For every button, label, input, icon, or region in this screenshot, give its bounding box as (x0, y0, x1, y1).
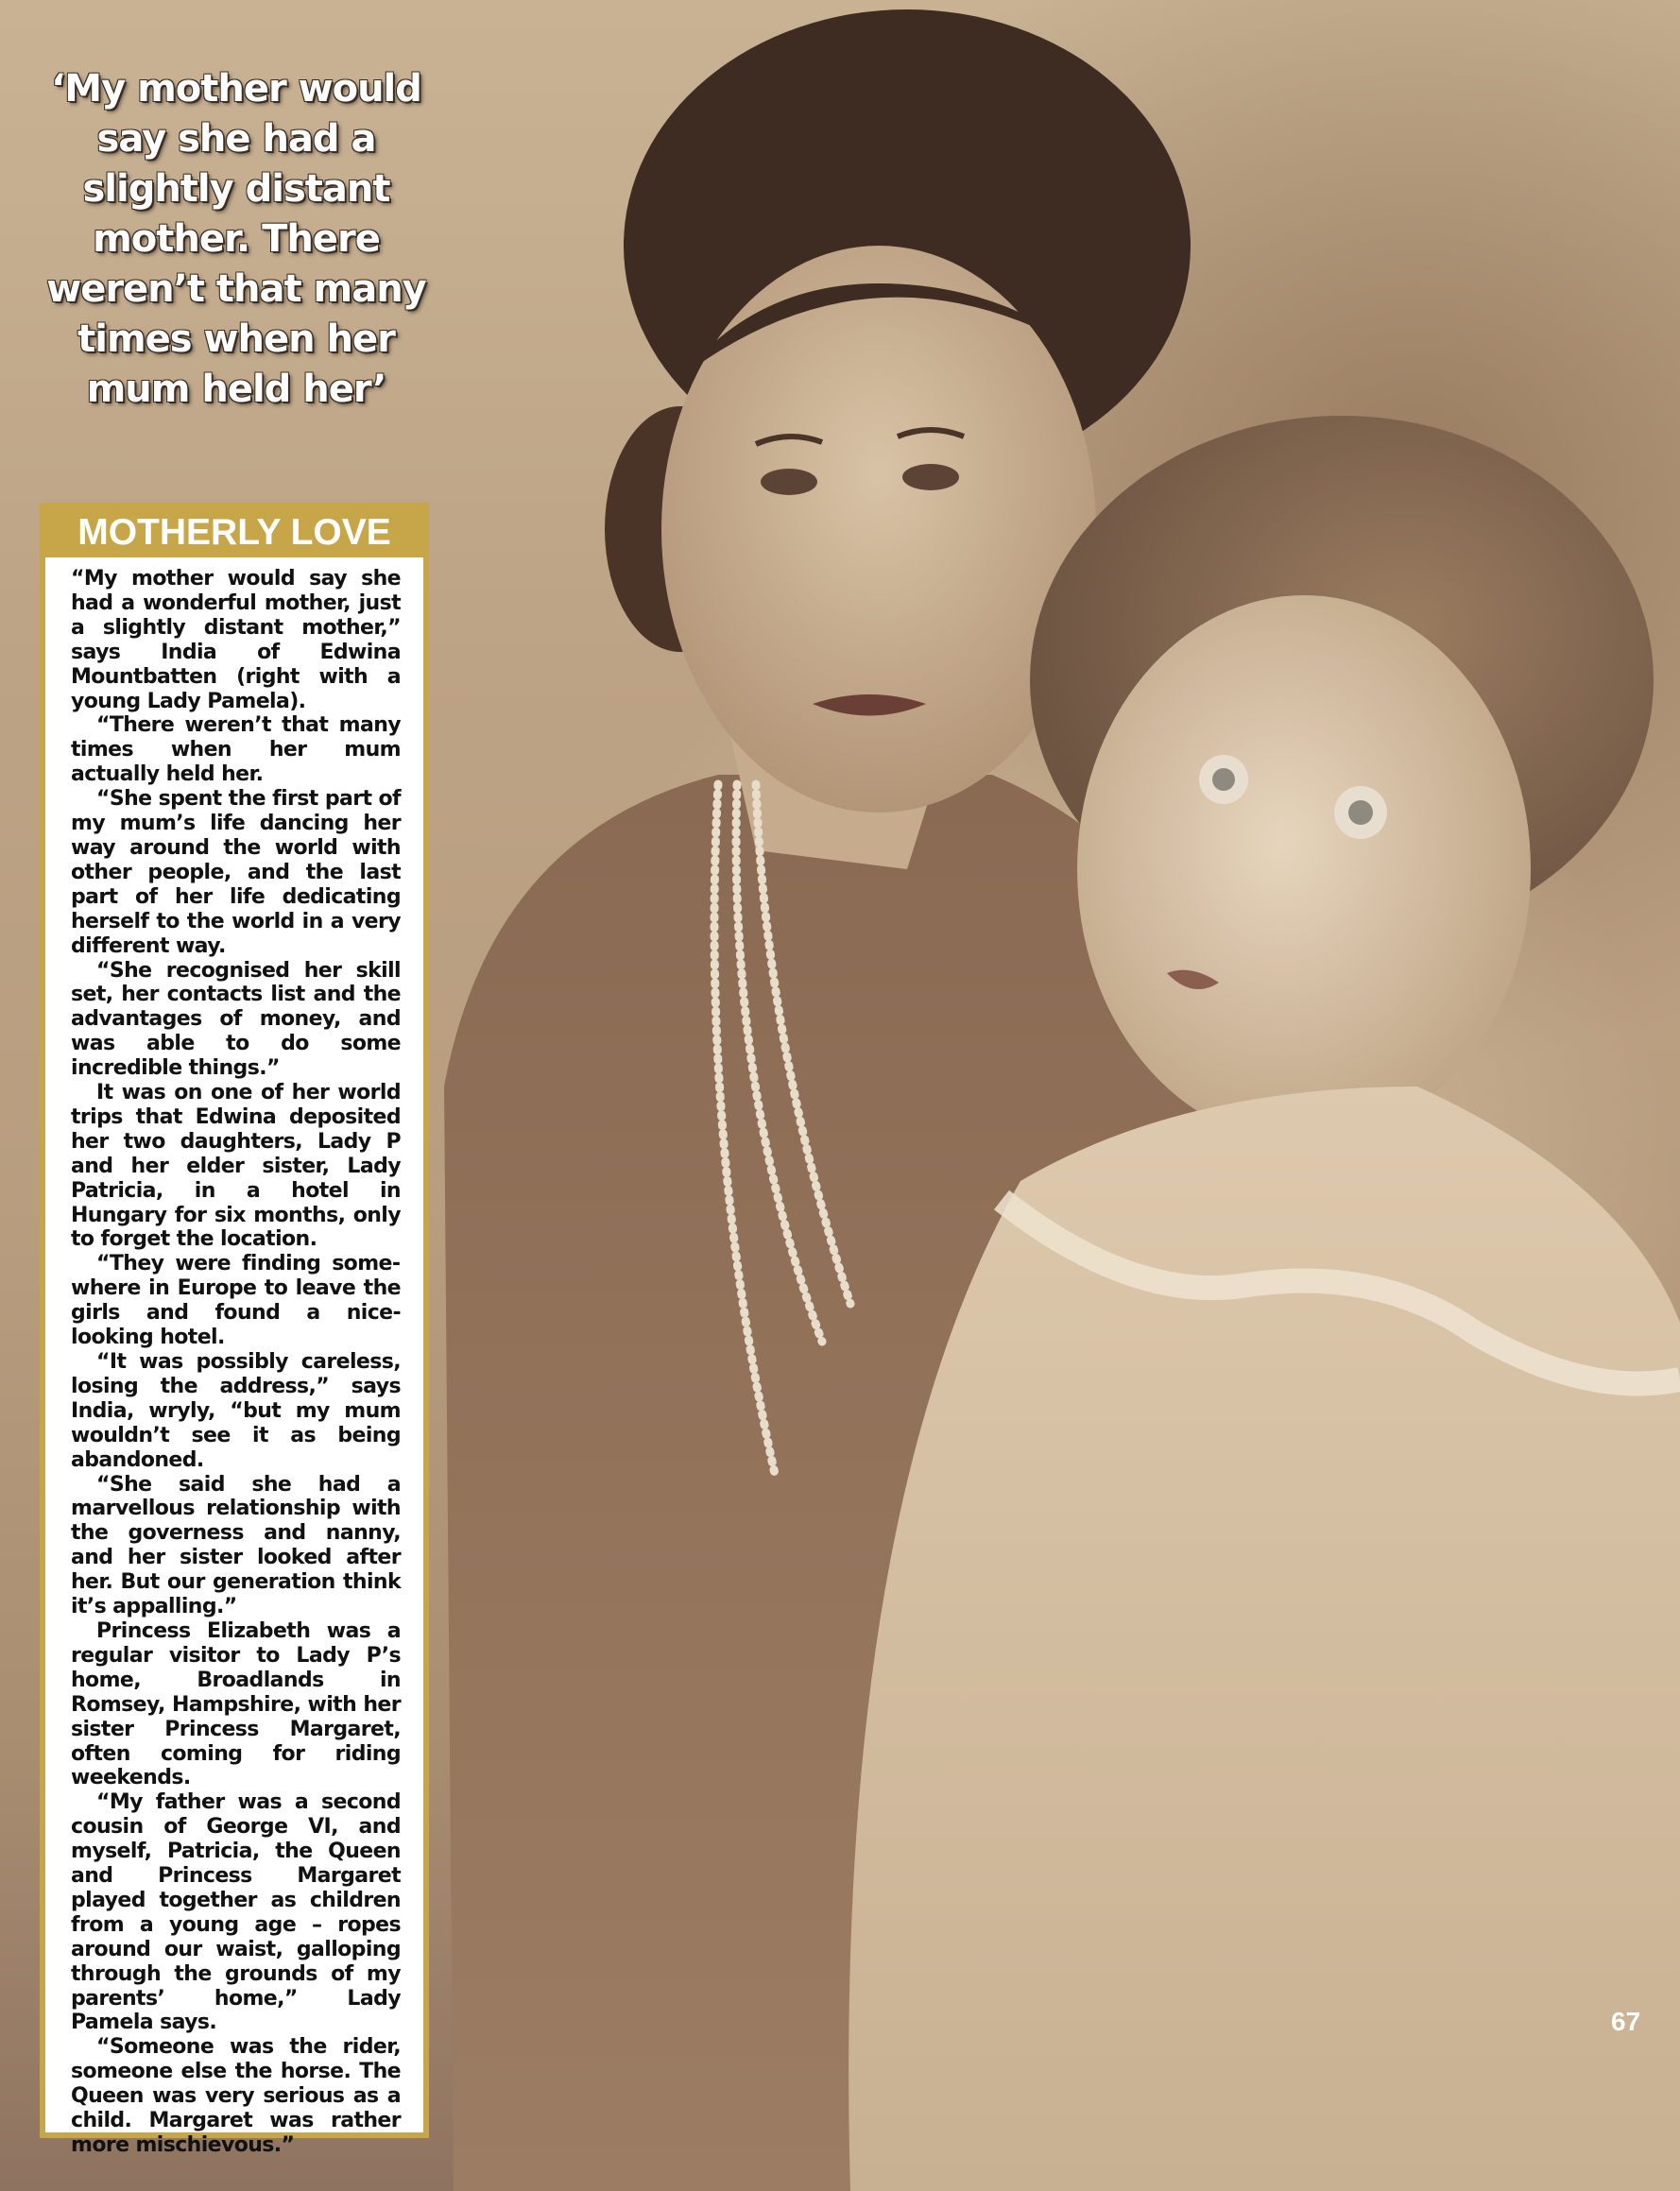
pull-quote-line: slightly distant (82, 167, 390, 211)
sidebar-paragraph: “She said she had a marvellous relationship with the governess and nanny, and her sister looked after her. But our generation think it’s appalling.” (71, 1472, 401, 1619)
motherly-love-sidebar (40, 503, 429, 2157)
sidebar-paragraph: “She recognised her skill set, her contacts list and the advantages of money, and was able to do some incredible things.” (71, 958, 401, 1081)
page-number: 67 (1611, 2007, 1641, 2036)
sidebar-paragraph: “It was possibly careless, losing the address,” says India, wryly, “but my mum wouldn’t see it as being abandoned. (71, 1350, 401, 1472)
sidebar-body (45, 557, 423, 2158)
sidebar-paragraph: “She spent the first part of my mum’s life dancing her way around the world with other people, and the last part of her life dedicating herself to the world in a very different way. (71, 787, 401, 958)
pull-quote-line: mother. There (93, 217, 380, 261)
pull-quote (38, 64, 435, 415)
pull-quote-line: say she had a (96, 117, 376, 161)
pull-quote-line: mum held her’ (86, 368, 386, 411)
sidebar-paragraph: Princess Elizabeth was a regular visitor to Lady P’s home, Broadlands in Romsey, Hampshire, with her sister Princess Margaret, often coming for riding weekends. (71, 1618, 401, 1790)
sidebar-paragraph: It was on one of her world trips that Edwina deposited her two daughters, Lady P and her elder sister, Lady Patricia, in a hotel in Hungary for six months, only to forget the location. (71, 1081, 401, 1252)
pull-quote-line: times when her (77, 317, 395, 361)
pull-quote-line: weren’t that many (46, 267, 426, 311)
sidebar-paragraph: “Someone was the rider, someone else the horse. The Queen was very serious as a child. Margaret was rather more mischievous.” (71, 2035, 401, 2157)
pull-quote-line: ‘My mother would (51, 67, 421, 111)
sidebar-title: MOTHERLY LOVE (45, 508, 423, 557)
sidebar-paragraph: “They were finding somewhere in Europe to leave the girls and found a nice-looking hotel. (71, 1252, 401, 1350)
sidebar-paragraph: “My mother would say she had a wonderful mother, just a slightly distant mother,” says India of Edwina Mountbatten (right with a young Lady Pamela). (71, 567, 401, 713)
sidebar-paragraph: “My father was a second cousin of George VI, and myself, Patricia, the Queen and Princess Margaret played together as children from a young age – ropes around our waist, galloping through the grounds of my parents’ home,” Lady Pamela says. (71, 1790, 401, 2035)
sidebar-paragraph: “There weren’t that many times when her mum actually held her. (71, 713, 401, 787)
baby-face (1077, 595, 1531, 1143)
